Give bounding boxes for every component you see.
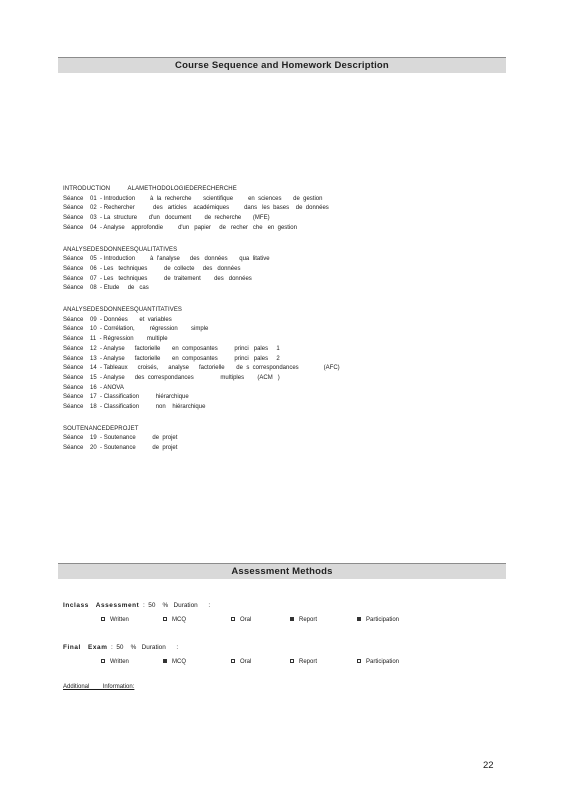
option-report[interactable] [290,659,317,665]
seance-row: Séance 18 - Classification non hiérarchique [63,404,206,411]
option-label: Written [110,617,129,623]
section-gap [63,234,363,246]
seance-row: Séance 02 - Rechercher des articles académiques dans les bases de données [63,205,329,212]
seance-row: Séance 04 - Analyse approfondie d'un papier de recher che en gestion [63,224,297,231]
option-label: Participation [366,617,400,623]
checked-checkbox-icon[interactable] [357,617,361,621]
option-oral[interactable] [231,617,251,623]
seance-row: Séance 17 - Classification hiérarchique [63,394,189,401]
option-label: Report [299,617,318,623]
seance-row: Séance 07 - Les techniques de traitement des données [63,275,252,282]
checked-checkbox-icon[interactable] [163,659,167,663]
syllabus-category: ANALYSEDESDONNEESQUALITATIVES [63,246,178,253]
syllabus-list [63,185,363,454]
seance-row: Séance 19 - Soutenance de projet [63,435,178,442]
additional-information-label: Additional Information: [63,684,135,690]
syllabus-category: SOUTENANCEDEPROJET [63,425,139,432]
seance-row: Séance 14 - Tableaux croisés, analyse factorielle de s correspondances (AFC) [63,365,340,372]
seance-row: Séance 20 - Soutenance de projet [63,445,178,452]
syllabus-category: ANALYSEDESDONNEESQUANTITATIVES [63,307,183,314]
seance-row: Séance 06 - Les techniques de collecte des données [63,265,241,272]
seance-row: Séance 08 - Etude de cas [63,285,149,292]
final-exam-detail: : 50 % Duration : [107,644,179,651]
option-written[interactable] [101,617,129,623]
seance-row: Séance 05 - Introduction à l'analyse des données qua litative [63,256,270,263]
option-oral[interactable] [231,659,251,665]
course-sequence-header: Course Sequence and Homework Description [58,57,506,73]
option-label: Oral [240,659,252,665]
seance-row: Séance 09 - Données et variables [63,316,172,323]
seance-row: Séance 13 - Analyse factorielle en composantes princi pales 2 [63,355,280,362]
seance-row: Séance 12 - Analyse factorielle en composantes princi pales 1 [63,345,280,352]
syllabus-category: INTRODUCTION ALAMETHODOLOGIEDERECHERCHE [63,186,237,192]
checkbox-icon[interactable] [357,659,361,663]
seance-row: Séance 16 - ANOVA [63,384,124,391]
inclass-assessment-detail: : 50 % Duration : [139,602,211,609]
seance-row: Séance 15 - Analyse des correspondances multiples (ACM ) [63,374,280,381]
seance-row: Séance 01 - Introduction à la recherche scientifique en sciences de gestion [63,195,323,202]
section-gap [63,413,363,425]
assessment-methods-header: Assessment Methods [58,563,506,579]
option-label: Report [299,659,318,665]
seance-row: Séance 11 - Régression multiple [63,336,168,343]
option-mcq[interactable] [163,659,186,665]
section-gap [63,294,363,306]
final-exam-label: Final Exam [63,644,108,651]
checkbox-icon[interactable] [163,617,167,621]
option-label: MCQ [172,617,186,623]
inclass-assessment-line [63,602,210,609]
checkbox-icon[interactable] [101,617,105,621]
option-participation[interactable] [357,659,399,665]
checkbox-icon[interactable] [231,659,235,663]
option-label: Oral [240,617,252,623]
checkbox-icon[interactable] [231,617,235,621]
checkbox-icon[interactable] [101,659,105,663]
checked-checkbox-icon[interactable] [290,617,294,621]
option-label: Written [110,659,129,665]
final-exam-line [63,644,178,651]
option-label: Participation [366,659,400,665]
inclass-assessment-label: Inclass Assessment [63,602,140,609]
seance-row: Séance 10 - Corrélation, régression simple [63,326,209,333]
option-mcq[interactable] [163,617,186,623]
checkbox-icon[interactable] [290,659,294,663]
option-written[interactable] [101,659,129,665]
option-participation[interactable] [357,617,399,623]
option-report[interactable] [290,617,317,623]
page-number: 22 [483,760,494,771]
seance-row: Séance 03 - La structure d'un document de recherche (MFE) [63,215,270,222]
option-label: MCQ [172,659,186,665]
